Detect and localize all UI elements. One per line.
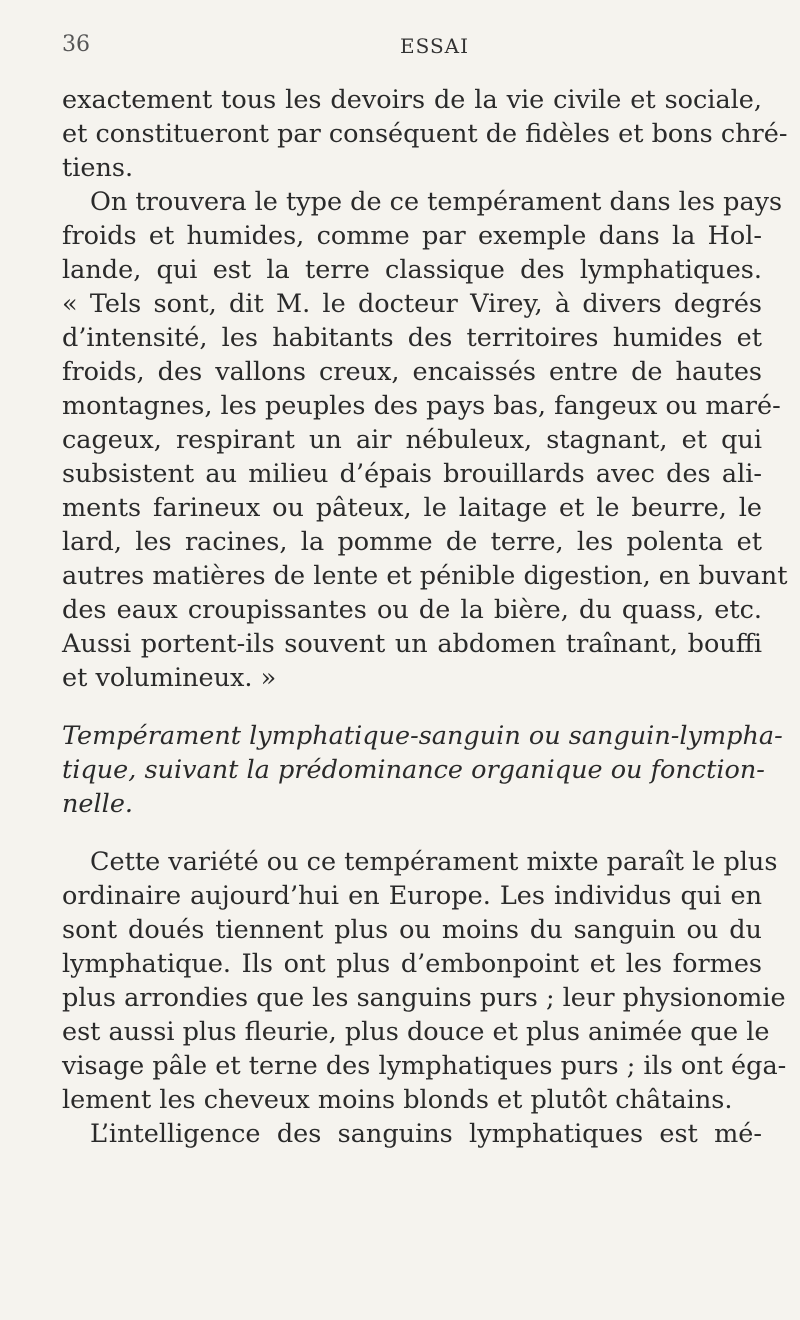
text-line: visage pâle et terne des lymphatiques purs ; ils ont éga- — [62, 1051, 787, 1081]
text-line: lement les cheveux moins blonds et plutôt châtains. — [62, 1085, 733, 1115]
text-line: Aussi portent-ils souvent un abdomen traînant, bouffi — [62, 629, 762, 659]
running-title: ESSAI — [400, 34, 469, 58]
text-line: froids et humides, comme par exemple dans la Hol- — [62, 221, 762, 251]
text-line: exactement tous les devoirs de la vie civile et sociale, — [62, 85, 762, 115]
text-line: lard, les racines, la pomme de terre, les polenta et — [62, 527, 762, 557]
page-number: 36 — [62, 32, 90, 57]
text-line: ordinaire aujourd’hui en Europe. Les individus qui en — [62, 881, 762, 911]
text-line: montagnes, les peuples des pays bas, fangeux ou maré- — [62, 391, 781, 421]
text-line: sont doués tiennent plus ou moins du sanguin ou du — [62, 915, 762, 945]
text-line: et constitueront par conséquent de fidèles et bons chré- — [62, 119, 788, 149]
text-line: froids, des vallons creux, encaissés entre de hautes — [62, 357, 762, 387]
text-line: d’intensité, les habitants des territoires humides et — [62, 323, 762, 353]
text-line: et volumineux. » — [62, 663, 277, 693]
text-line: tiens. — [62, 153, 134, 183]
section-heading-line: tique, suivant la prédominance organique ou fonction- — [62, 755, 765, 785]
text-line: cageux, respirant un air nébuleux, stagnant, et qui — [62, 425, 762, 455]
text-line: Cette variété ou ce tempérament mixte paraît le plus — [90, 847, 778, 877]
text-line: « Tels sont, dit M. le docteur Virey, à divers degrés — [62, 289, 762, 319]
text-line: est aussi plus fleurie, plus douce et plus animée que le — [62, 1017, 770, 1047]
text-line: des eaux croupissantes ou de la bière, du quass, etc. — [62, 595, 762, 625]
section-heading-line: nelle. — [62, 789, 134, 819]
text-line: ments farineux ou pâteux, le laitage et le beurre, le — [62, 493, 762, 523]
text-line: On trouvera le type de ce tempérament dans les pays — [90, 187, 783, 217]
text-line: lande, qui est la terre classique des lymphatiques. — [62, 255, 762, 285]
text-line: L’intelligence des sanguins lymphatiques est mé- — [90, 1119, 762, 1149]
page-header — [62, 32, 762, 62]
text-line: lymphatique. Ils ont plus d’embonpoint et les formes — [62, 949, 762, 979]
text-line: autres matières de lente et pénible digestion, en buvant — [62, 561, 788, 591]
section-heading-line: Tempérament lymphatique-sanguin ou sanguin-lympha- — [62, 721, 783, 751]
text-line: plus arrondies que les sanguins purs ; leur physionomie — [62, 983, 786, 1013]
text-line: subsistent au milieu d’épais brouillards avec des ali- — [62, 459, 762, 489]
